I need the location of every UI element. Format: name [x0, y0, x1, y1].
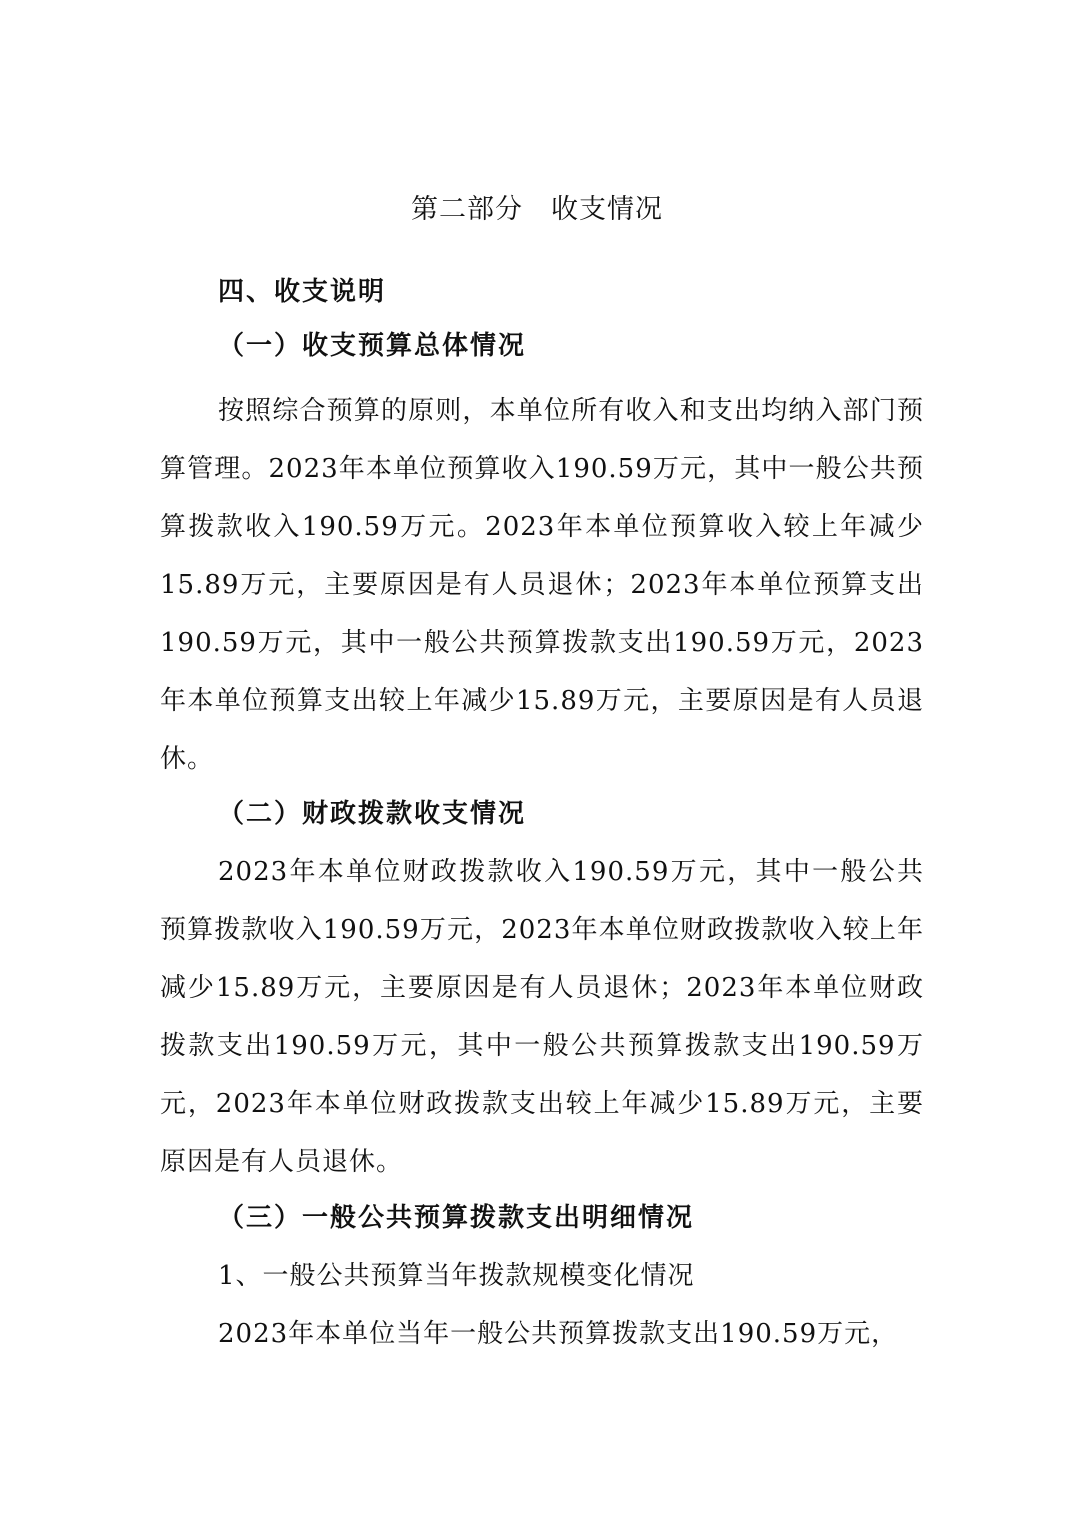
paragraph-2: 2023年本单位财政拨款收入190.59万元，其中一般公共预算拨款收入190.59万元，2023年本单位财政拨款收入较上年减少15.89万元，主要原因是有人员退休；2023年本单位财政拨款支出190.59万元，其中一般公共预算拨款支出190.59万元，2023年本单位财政拨款支出较上年减少15.89万元，主要原因是有人员退休。 [160, 857, 924, 1177]
paragraph-3-start: 2023年本单位当年一般公共预算拨款支出190.59万元， [218, 1319, 899, 1349]
subsection-heading-3: （三）一般公共预算拨款支出明细情况 [218, 1203, 695, 1233]
item-title-1: 1、一般公共预算当年拨款规模变化情况 [218, 1261, 695, 1291]
subsection-heading-2: （二）财政拨款收支情况 [218, 799, 527, 829]
subsection-heading-1: （一）收支预算总体情况 [218, 331, 527, 361]
paragraph-1: 按照综合预算的原则，本单位所有收入和支出均纳入部门预算管理。2023年本单位预算收入190.59万元，其中一般公共预算拨款收入190.59万元。2023年本单位预算收入较上年减少15.89万元，主要原因是有人员退休；2023年本单位预算支出190.59万元，其中一般公共预算拨款支出190.59万元，2023年本单位预算支出较上年减少15.89万元，主要原因是有人员退休。 [160, 396, 924, 774]
part-title: 第二部分 收支情况 [411, 194, 663, 225]
section-heading: 四、收支说明 [218, 277, 387, 307]
